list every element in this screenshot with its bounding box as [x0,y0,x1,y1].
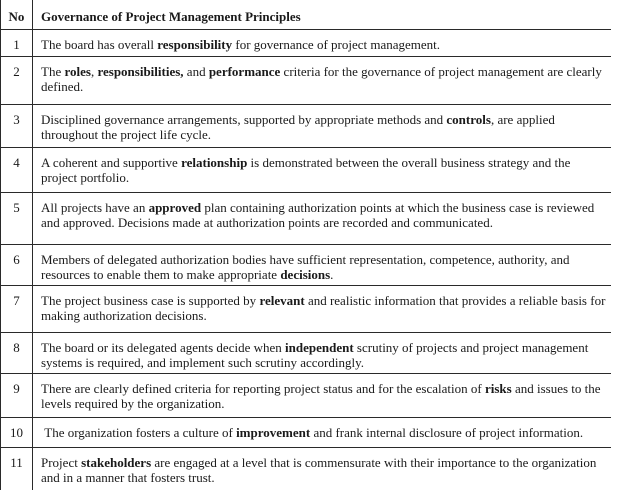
bold-keyword: risks [484,381,512,396]
column-header-no: No [1,0,33,29]
principle-text [33,374,611,417]
text-segment: plan containing authorization points at which the business case is reviewed and approved. Decisions made at authorization points are recorded and communicated. [41,200,595,230]
row-number: 6 [1,245,33,285]
row-number: 4 [1,148,33,192]
table-row [1,193,611,245]
bold-keyword: independent [285,340,354,355]
bold-keyword: relationship [181,155,248,170]
text-segment: The [41,64,65,79]
row-number: 7 [1,286,33,332]
principle-text [33,57,611,104]
row-number: 1 [1,30,33,56]
bold-keyword: approved [148,200,202,215]
table-row [1,374,611,418]
table-body [1,30,611,490]
column-header-title: Governance of Project Management Principles [41,9,301,24]
text-segment: are engaged at a level that is commensurate with their importance to the organization and in a manner that fosters trust. [41,455,597,485]
principle-text [33,448,611,490]
bold-keyword: roles [64,64,91,79]
text-segment: There are clearly defined criteria for reporting project status and for the escalation of [41,381,485,396]
row-number: 2 [1,57,33,104]
bold-keyword: performance [208,64,281,79]
bold-keyword: controls [446,112,491,127]
principle-text [33,286,611,332]
text-segment: The project business case is supported by [41,293,260,308]
principle-text [33,418,611,447]
row-number: 3 [1,105,33,147]
bold-keyword: relevant [259,293,305,308]
principle-text [33,193,611,244]
text-segment: is demonstrated between the overall business strategy and the project portfolio. [41,155,571,185]
text-segment: and realistic information that provides a reliable basis for making authorization decisions. [41,293,606,323]
row-number: 10 [1,418,33,447]
text-segment: , are applied throughout the project life cycle. [41,112,555,142]
text-segment: Members of delegated authorization bodies have sufficient representation, competence, authority, and resources to enable them to make appropriate [41,252,570,282]
bold-keyword: improvement [236,425,311,440]
principle-text [33,333,611,373]
bold-keyword: responsibilities, [97,64,184,79]
text-segment: The board has overall [41,37,158,52]
principle-text [33,105,611,147]
row-number: 5 [1,193,33,244]
principle-text [33,245,611,285]
bold-keyword: decisions [280,267,331,282]
text-segment: A coherent and supportive [41,155,182,170]
text-segment: . [330,267,334,282]
text-segment: The organization fosters a culture of [41,425,237,440]
table-row [1,333,611,374]
text-segment: , [90,64,98,79]
text-segment: criteria for the governance of project management are clearly defined. [41,64,602,94]
text-segment: and frank internal disclosure of project information. [310,425,584,440]
principle-text [33,30,611,56]
text-segment: Project [41,455,82,470]
table-row [1,105,611,148]
text-segment: The board or its delegated agents decide when [41,340,286,355]
text-segment: for governance of project management. [232,37,441,52]
text-segment: and [183,64,209,79]
table-row [1,30,611,57]
table-row [1,245,611,286]
row-number: 11 [1,448,33,490]
row-number: 8 [1,333,33,373]
text-segment: and issues to the levels required by the organization. [41,381,601,411]
table-header-row [1,0,611,30]
table-row [1,418,611,448]
principle-text [33,148,611,192]
bold-keyword: stakeholders [81,455,152,470]
text-segment: All projects have an [41,200,149,215]
table-row [1,448,611,490]
text-segment: scrutiny of projects and project management systems is required, and implement such scrutiny accordingly. [41,340,589,370]
table-row [1,148,611,193]
bold-keyword: responsibility [157,37,233,52]
row-number: 9 [1,374,33,417]
text-segment: Disciplined governance arrangements, supported by appropriate methods and [41,112,447,127]
table-row [1,286,611,333]
table-row [1,57,611,105]
